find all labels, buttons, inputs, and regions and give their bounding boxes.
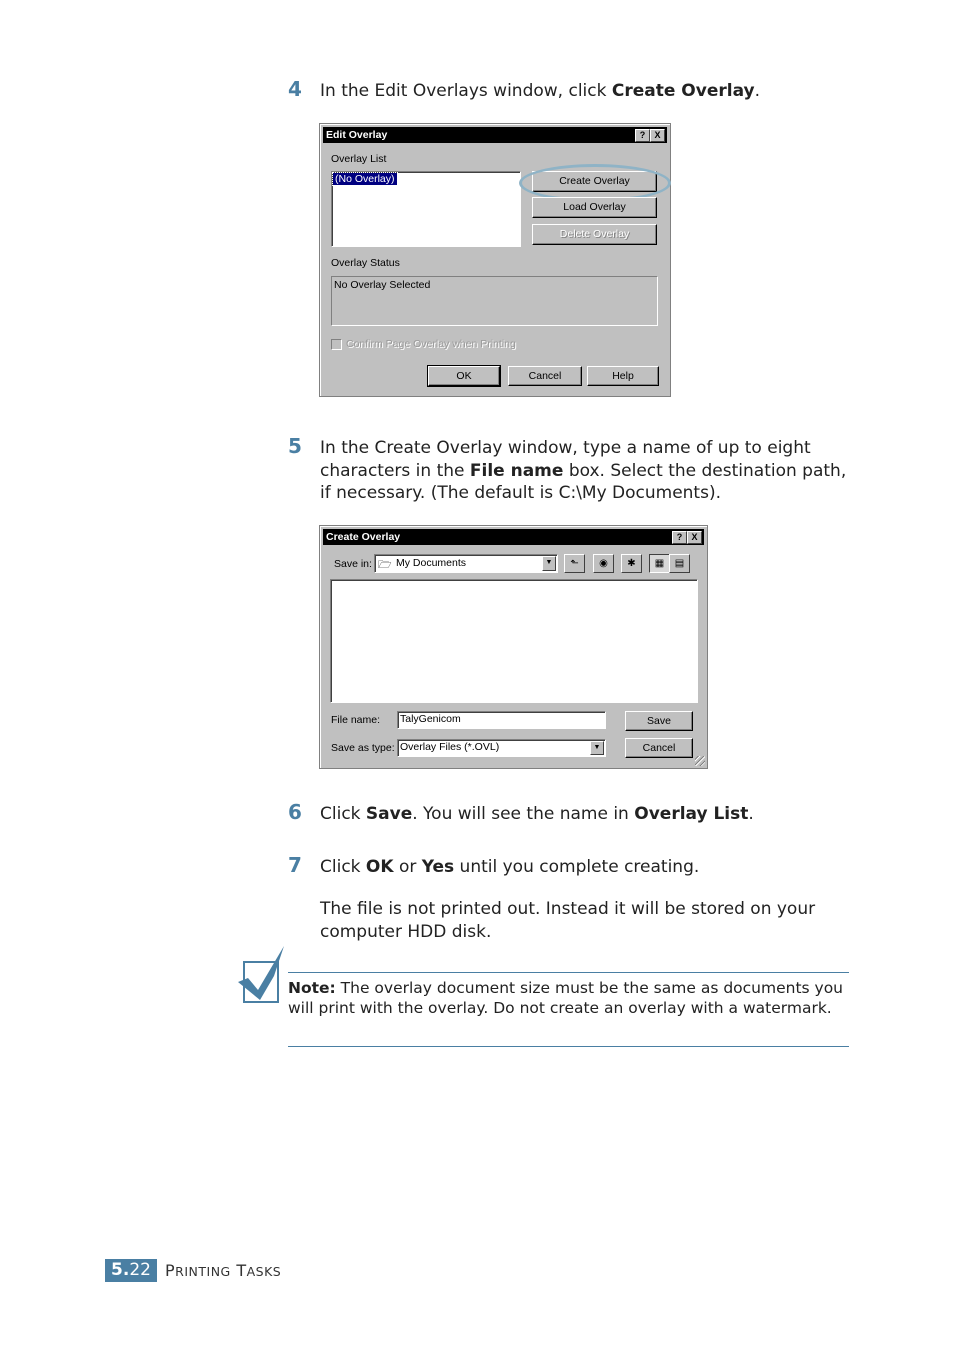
page-number-badge: 5.22 xyxy=(105,1259,157,1282)
step-7-extra-text: The file is not printed out. Instead it will be stored on your computer HDD disk. xyxy=(320,899,816,942)
file-name-input[interactable] xyxy=(397,711,606,729)
confirm-checkbox[interactable] xyxy=(331,339,342,350)
step-number: 6 xyxy=(288,800,302,824)
help-title-button[interactable]: ? xyxy=(635,129,650,142)
folder-icon: 🗁 xyxy=(378,559,392,571)
close-title-button[interactable]: X xyxy=(650,129,665,142)
up-folder-icon[interactable]: ⬑ xyxy=(564,554,585,573)
chevron-down-icon[interactable]: ▼ xyxy=(542,556,556,571)
step-text: Click Save. You will see the name in Overlay List. xyxy=(320,804,754,824)
note-bottom-rule xyxy=(288,1046,849,1047)
details-view-icon[interactable]: ▤ xyxy=(669,554,690,573)
file-browser-pane[interactable] xyxy=(330,579,698,703)
confirm-checkbox-label: Confirm Page Overlay when Printing xyxy=(346,338,516,350)
save-in-label: Save in: xyxy=(334,558,372,570)
cancel-button[interactable]: Cancel xyxy=(508,366,582,386)
resize-grip-icon[interactable] xyxy=(695,756,705,766)
create-overlay-dialog xyxy=(319,525,708,769)
step-text: In the Edit Overlays window, click Create Overlay. xyxy=(320,81,761,101)
overlay-list-item[interactable]: (No Overlay) xyxy=(335,173,395,185)
overlay-status-text: No Overlay Selected xyxy=(334,279,431,291)
title-bar xyxy=(323,127,667,143)
save-button[interactable]: Save xyxy=(625,711,693,731)
help-title-button[interactable]: ? xyxy=(672,531,687,544)
step-number: 4 xyxy=(288,77,302,101)
section-title: PRINTING TASKS xyxy=(165,1261,282,1280)
checkmark-icon xyxy=(236,944,288,1006)
desktop-icon[interactable]: ◉ xyxy=(593,554,614,573)
step-number: 7 xyxy=(288,853,302,877)
overlay-status-label: Overlay Status xyxy=(331,257,400,269)
file-name-label: File name: xyxy=(331,714,381,726)
overlay-status-box xyxy=(331,276,658,326)
overlay-list-label: Overlay List xyxy=(331,153,387,165)
dialog-title: Create Overlay xyxy=(326,531,401,543)
dialog-title: Edit Overlay xyxy=(326,129,388,141)
load-overlay-button[interactable]: Load Overlay xyxy=(532,197,657,218)
save-as-type-combo[interactable] xyxy=(397,739,606,757)
overlay-list[interactable] xyxy=(331,171,521,247)
save-as-type-value: Overlay Files (*.OVL) xyxy=(400,741,500,753)
note xyxy=(288,978,853,1018)
step-text: Click OK or Yes until you complete creating. xyxy=(320,857,700,877)
ok-button[interactable]: OK xyxy=(428,366,500,386)
close-title-button[interactable]: X xyxy=(687,531,702,544)
chevron-down-icon[interactable]: ▼ xyxy=(590,741,604,755)
cancel-button[interactable]: Cancel xyxy=(625,738,693,758)
new-folder-icon[interactable]: ✱ xyxy=(621,554,642,573)
note-top-rule xyxy=(288,972,849,973)
note-label: Note: xyxy=(288,979,336,997)
note-text: The overlay document size must be the same as documents you will print with the overlay. Do not create an overlay with a watermark. xyxy=(288,979,844,1017)
step-text: In the Create Overlay window, type a name of up to eight characters in the File name box. Select the destination path, if necessary. (The default is C:\My Documents). xyxy=(320,438,847,503)
file-name-value: TalyGenicom xyxy=(400,713,461,725)
delete-overlay-button[interactable]: Delete Overlay xyxy=(532,224,657,245)
step-number: 5 xyxy=(288,434,302,458)
list-view-icon[interactable]: ▦ xyxy=(649,554,670,573)
edit-overlay-dialog xyxy=(319,123,671,397)
create-overlay-button[interactable]: Create Overlay xyxy=(532,171,657,192)
save-in-value: My Documents xyxy=(396,557,467,569)
save-in-combo[interactable] xyxy=(374,554,558,573)
title-bar xyxy=(323,529,704,545)
save-as-type-label: Save as type: xyxy=(331,742,395,754)
help-button[interactable]: Help xyxy=(587,366,659,386)
